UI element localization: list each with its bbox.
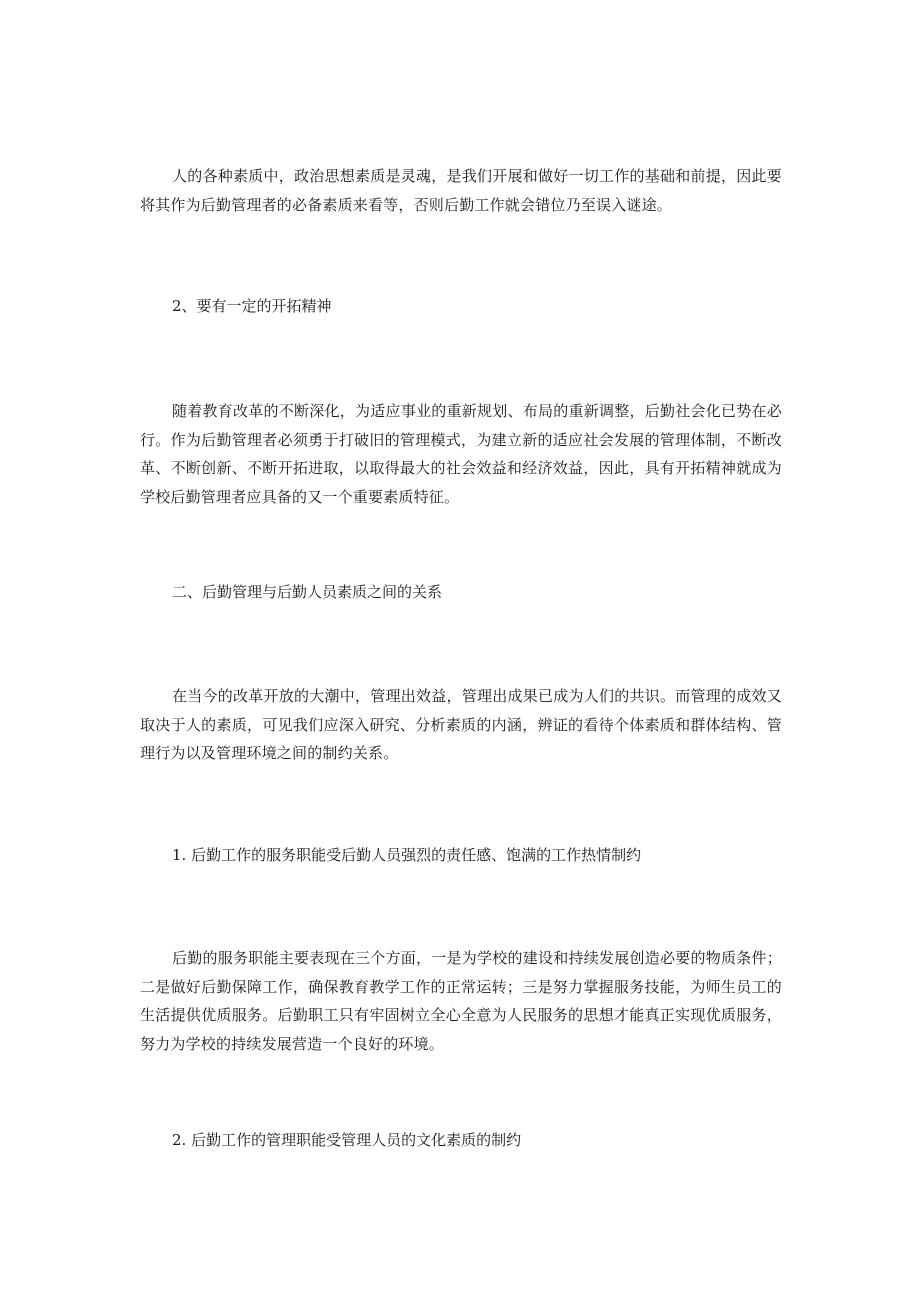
paragraph-political-quality: 人的各种素质中，政治思想素质是灵魂，是我们开展和做好一切工作的基础和前提，因此要将其作为后勤管理者的必备素质来看等，否则后勤工作就会错位乃至误入谜途。 xyxy=(140,167,782,214)
paragraph-management-efficiency: 在当今的改革开放的大潮中，管理出效益，管理出成果已成为人们的共识。而管理的成效又取决于人的素质，可见我们应深入研究、分析素质的内涵，辨证的看待个体素质和群体结构、管理行为以及管理环境之间的制约关系。 xyxy=(140,687,782,762)
heading-section-two: 二、后勤管理与后勤人员素质之间的关系 xyxy=(172,583,443,601)
paragraph-education-reform: 随着教育改革的不断深化，为适应事业的重新规划、布局的重新调整，后勤社会化已势在必行。作为后勤管理者必须勇于打破旧的管理模式，为建立新的适应社会发展的管理体制，不断改革、不断创新、不断开拓进取，以取得最大的社会效益和经济效益，因此，具有开拓精神就成为学校后勤管理者应具备的又一个重要素质特征。 xyxy=(140,402,782,506)
heading-management-function: 2. 后勤工作的管理职能受管理人员的文化素质的制约 xyxy=(172,1131,522,1149)
paragraph-service-aspects: 后勤的服务职能主要表现在三个方面，一是为学校的建设和持续发展创造必要的物质条件；二是做好后勤保障工作，确保教育教学工作的正常运转；三是努力掌握服务技能，为师生员工的生活提供优质服务。后勤职工只有牢固树立全心全意为人民服务的思想才能真正实现优质服务，努力为学校的持续发展营造一个良好的环境。 xyxy=(140,949,782,1053)
heading-pioneering-spirit: 2、要有一定的开拓精神 xyxy=(172,297,332,315)
heading-service-function: 1. 后勤工作的服务职能受后勤人员强烈的责任感、饱满的工作热情制约 xyxy=(172,846,642,864)
document-page xyxy=(140,0,782,1302)
